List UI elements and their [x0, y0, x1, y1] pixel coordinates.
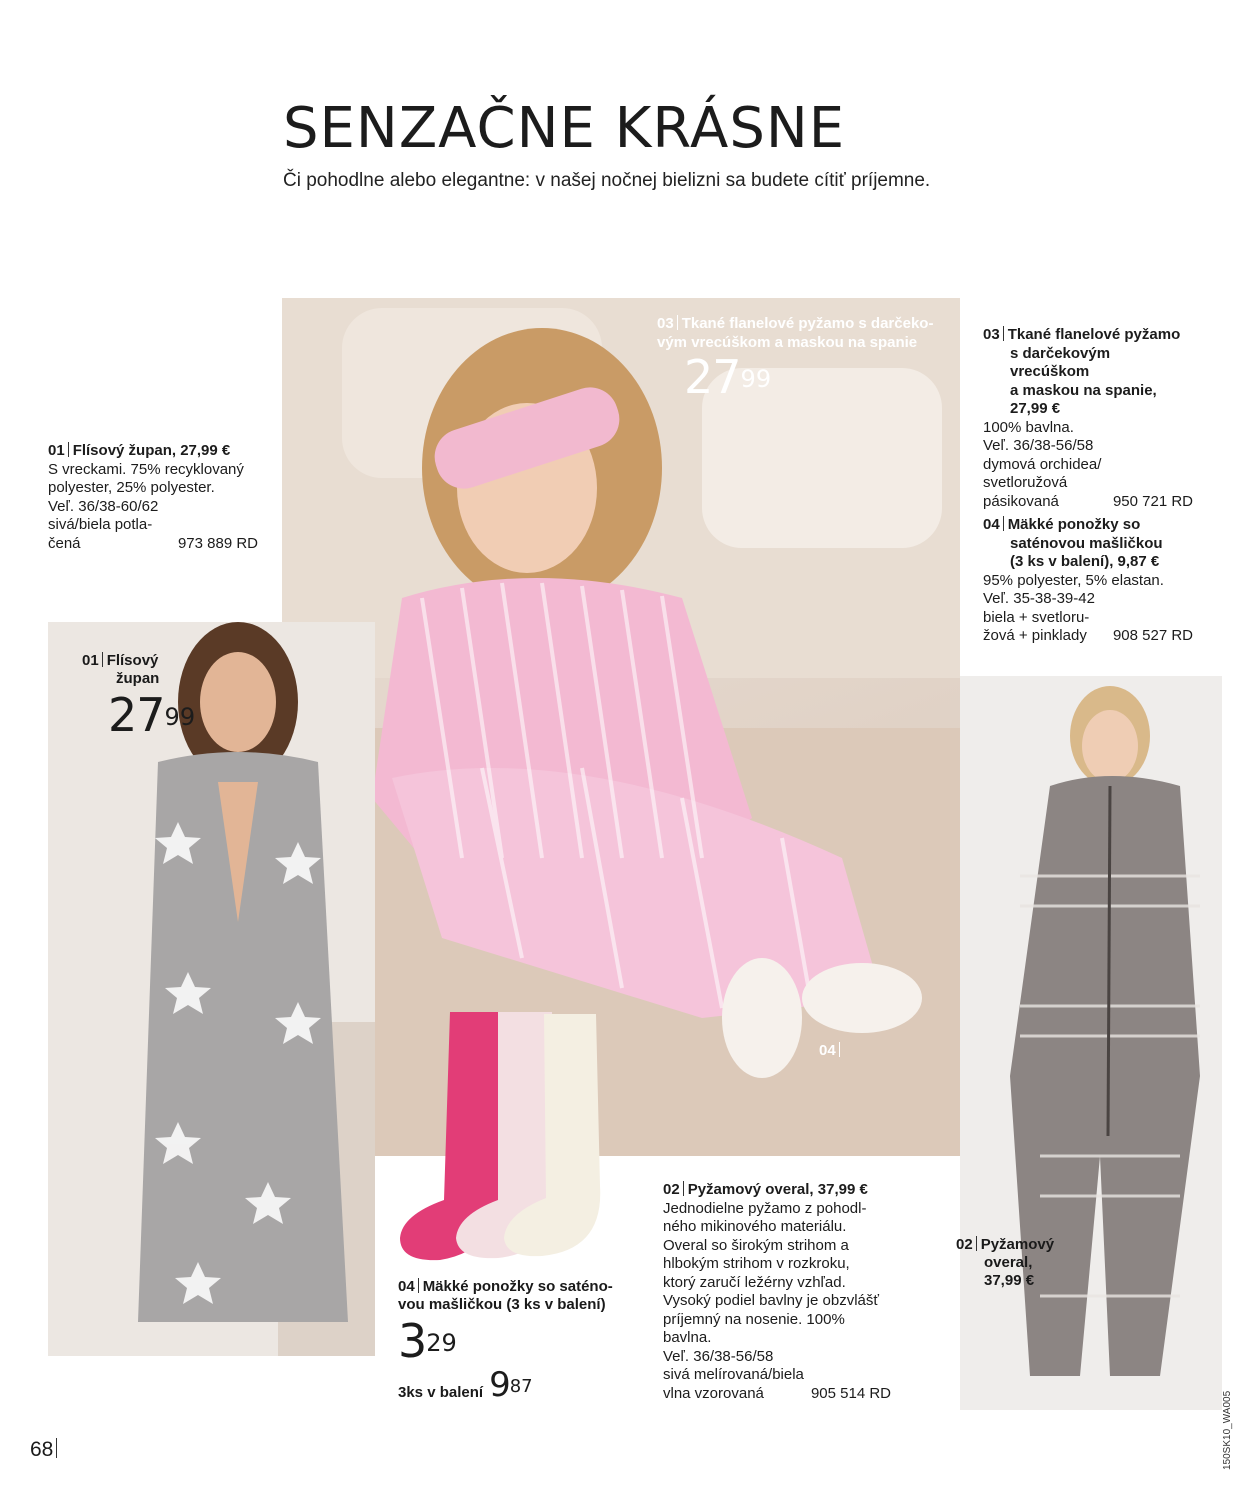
robe-model-illustration: [48, 622, 375, 1356]
robe-description: [48, 442, 258, 553]
pajama-title-4: 27,99 €: [1010, 400, 1061, 417]
overall-photo-label: [956, 1236, 1054, 1290]
socks-num: 04: [983, 516, 1000, 533]
pajama-num: 03: [983, 326, 1000, 343]
robe-photo-label: [82, 652, 159, 688]
pajama-line-4: svetloružová: [983, 474, 1068, 491]
socks-pack-label: 3ks v balení: [398, 1384, 484, 1401]
socks-line-2: Veľ. 35-38-39-42: [983, 590, 1095, 607]
overall-line-10: sivá melírovaná/biela: [663, 1366, 804, 1383]
robe-line-4: sivá/biela potla-: [48, 516, 153, 533]
overall-photo: [956, 676, 1222, 1410]
socks-line-1: 95% polyester, 5% elastan.: [983, 571, 1164, 589]
overall-line-7: príjemný na nosenie. 100%: [663, 1310, 845, 1328]
robe-line-3: Veľ. 36/38-60/62: [48, 497, 159, 515]
socks-photo: [380, 1000, 630, 1270]
pajama-photo-label-line-1: Tkané flanelové pyžamo s darčeko-: [681, 315, 934, 332]
robe-photo-num: 01: [82, 652, 99, 669]
pajama-title-3: a maskou na spanie,: [1010, 381, 1157, 399]
robe-num: 01: [48, 442, 65, 459]
pajama-price-main: 27: [684, 350, 741, 404]
socks-price-main: 3: [398, 1314, 427, 1368]
socks-line-4: žová + pinklady: [983, 627, 1087, 644]
socks-title-1: Mäkké ponožky so: [1007, 516, 1141, 533]
pajama-line-3: dymová orchidea/: [983, 455, 1102, 473]
overall-model-illustration: [960, 676, 1222, 1410]
catalog-code: 150SK10_WA005: [1222, 1390, 1233, 1470]
socks-photo-label-line-2: vou mašličkou (3 ks v balení): [398, 1296, 606, 1313]
robe-photo-label-line-1: Flísový: [106, 652, 159, 669]
overall-photo-label-line-3: 37,99 €: [984, 1272, 1035, 1289]
overall-line-11: vlna vzorovaná: [663, 1384, 764, 1402]
socks-price: [398, 1314, 648, 1368]
pajama-line-1: 100% bavlna.: [983, 418, 1074, 436]
robe-price-cents: 99: [164, 703, 196, 731]
pajama-title-2: s darčekovým vrecúškom: [1010, 344, 1111, 380]
robe-price-main: 27: [108, 688, 165, 742]
robe-line-5: čená: [48, 534, 81, 552]
overall-photo-label-line-1: Pyžamový: [980, 1236, 1055, 1253]
overall-photo-num: 02: [956, 1236, 973, 1253]
socks-article-code: 908 527 RD: [1112, 627, 1193, 644]
overall-line-8: bavlna.: [663, 1329, 712, 1346]
pajama-line-5: pásikovaná: [983, 492, 1059, 510]
overall-line-1: Jednodielne pyžamo z pohodl-: [663, 1199, 867, 1217]
socks-line-3: biela + svetloru-: [983, 608, 1090, 626]
pajama-photo-price: [684, 350, 772, 404]
robe-photo-price: [108, 688, 196, 742]
socks-price-cents: 29: [426, 1329, 457, 1357]
page-subtitle: Či pohodlne alebo elegantne: v našej nočnej bielizni sa budete cítiť príjemne.: [283, 170, 931, 191]
overall-title: Pyžamový overal, 37,99 €: [687, 1181, 868, 1198]
socks-title-3: (3 ks v balení), 9,87 €: [1010, 553, 1160, 570]
overall-num: 02: [663, 1181, 680, 1198]
pajama-photo-label-line-2: vým vrecúškom a maskou na spanie: [657, 334, 918, 351]
robe-title: Flísový župan, 27,99 €: [72, 442, 231, 459]
overall-line-9: Veľ. 36/38-56/58: [663, 1347, 774, 1365]
socks-photo-marker: 04: [819, 1042, 844, 1059]
socks-price-block: [398, 1278, 648, 1405]
socks-title-2: saténovou mašličkou: [1010, 534, 1163, 552]
robe-article-code: 973 889 RD: [177, 534, 258, 552]
robe-photo-label-line-2: župan: [116, 670, 160, 687]
robe-line-2: polyester, 25% polyester.: [48, 479, 215, 496]
pajama-article-code: 950 721 RD: [1112, 492, 1193, 510]
overall-line-6: Vysoký podiel bavlny je obzvlášť: [663, 1292, 880, 1309]
robe-photo: [48, 622, 375, 1356]
socks-photo-num: 04: [398, 1278, 415, 1295]
pajama-title-1: Tkané flanelové pyžamo: [1007, 326, 1181, 343]
socks-pack-price-main: 9: [489, 1365, 510, 1405]
overall-line-3: Overal so širokým strihom a: [663, 1236, 849, 1254]
overall-line-2: ného mikinového materiálu.: [663, 1218, 847, 1235]
socks-pack-price-cents: 87: [509, 1376, 533, 1397]
page-title: SENZAČNE KRÁSNE: [283, 96, 846, 161]
socks-photo-label-line-1: Mäkké ponožky so saténo-: [422, 1278, 613, 1295]
page-number: 68: [30, 1438, 61, 1462]
overall-line-5: ktorý zaručí ležérny vzhľad.: [663, 1273, 846, 1291]
overall-photo-label-line-2: overal,: [984, 1254, 1033, 1271]
pajama-price-cents: 99: [740, 365, 772, 393]
socks-illustration: [380, 1000, 630, 1270]
overall-line-4: hlbokým strihom v rozkroku,: [663, 1255, 850, 1272]
pajama-line-2: Veľ. 36/38-56/58: [983, 437, 1094, 454]
overall-article-code: 905 514 RD: [810, 1384, 891, 1402]
socks-pack-price: [398, 1365, 648, 1405]
pajama-photo-num: 03: [657, 315, 674, 332]
overall-description: [663, 1181, 891, 1403]
socks-description: [983, 516, 1193, 646]
robe-line-1: S vreckami. 75% recyklovaný: [48, 460, 244, 478]
pajama-photo-label: [657, 314, 933, 352]
pajama-description: [983, 326, 1193, 511]
